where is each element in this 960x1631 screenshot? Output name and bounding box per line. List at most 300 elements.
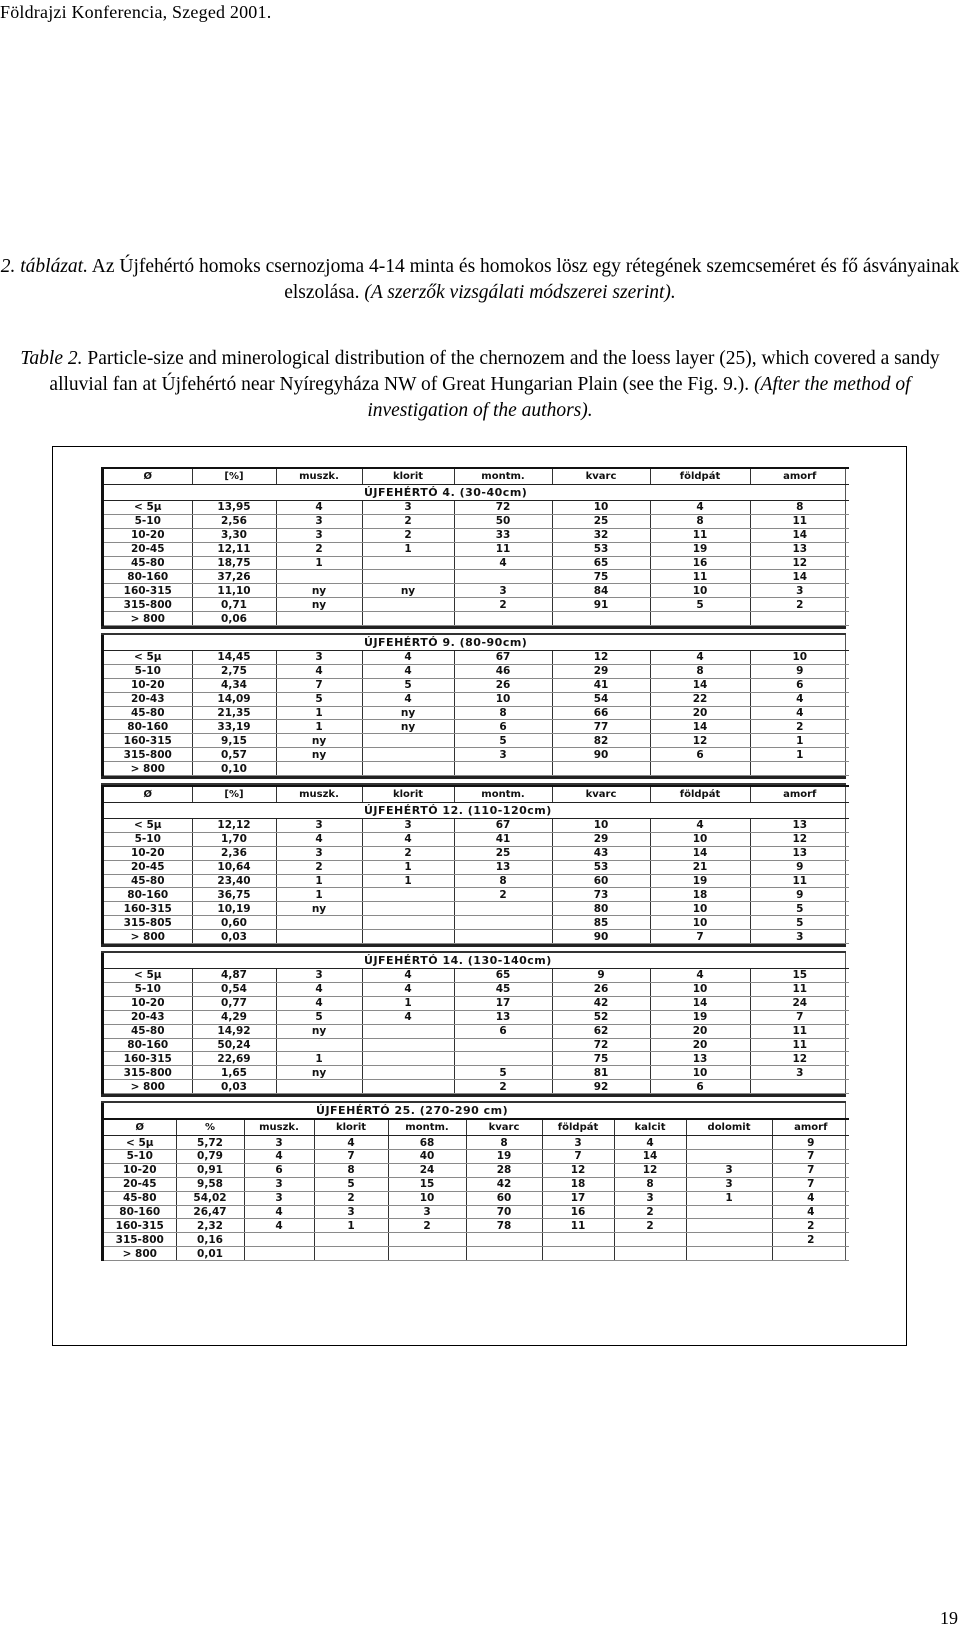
grain-size-cell: > 800: [104, 762, 192, 776]
grain-size-cell: 315-800: [104, 1233, 176, 1247]
value-cell: [362, 612, 454, 626]
value-cell: 4: [772, 1205, 849, 1219]
value-cell: 1: [362, 996, 454, 1010]
sample-title-row: [104, 803, 849, 819]
value-cell: 9: [750, 888, 849, 902]
table-row: [104, 528, 849, 542]
sample-title-row: [104, 635, 849, 651]
table-row: [104, 1149, 849, 1163]
table-row: [104, 1247, 849, 1261]
block-separator: [101, 1094, 846, 1103]
value-cell: 3: [686, 1163, 772, 1177]
value-cell: [362, 556, 454, 570]
value-cell: 6: [650, 748, 750, 762]
value-cell: 42: [552, 996, 650, 1010]
value-cell: 0,71: [192, 598, 276, 612]
column-header: klorit: [362, 786, 454, 803]
value-cell: 80: [552, 902, 650, 916]
value-cell: 4: [614, 1136, 686, 1150]
table-row: [104, 930, 849, 944]
value-cell: 4: [276, 664, 362, 678]
value-cell: 15: [388, 1177, 466, 1191]
value-cell: 2: [772, 1233, 849, 1247]
grain-size-cell: 315-800: [104, 598, 192, 612]
column-header: amorf: [750, 786, 849, 803]
value-cell: 14: [750, 528, 849, 542]
value-cell: 19: [650, 542, 750, 556]
title-spacer: [104, 635, 362, 651]
grain-size-cell: 20-43: [104, 692, 192, 706]
value-cell: 0,79: [176, 1149, 244, 1163]
value-cell: 91: [552, 598, 650, 612]
value-cell: ny: [362, 720, 454, 734]
column-header: kvarc: [552, 786, 650, 803]
grain-size-cell: < 5µ: [104, 819, 192, 833]
value-cell: 46: [454, 664, 552, 678]
value-cell: 8: [454, 706, 552, 720]
column-header: montm.: [454, 786, 552, 803]
value-cell: 4: [362, 692, 454, 706]
value-cell: 24: [750, 996, 849, 1010]
value-cell: 50: [454, 514, 552, 528]
value-cell: 3: [362, 819, 454, 833]
value-cell: 3: [276, 514, 362, 528]
sample-title: ÚJFEHÉRTÓ 25. (270-290 cm): [314, 1103, 849, 1119]
table-row: [104, 888, 849, 902]
value-cell: [362, 734, 454, 748]
value-cell: 14: [650, 996, 750, 1010]
grain-size-cell: 315-805: [104, 916, 192, 930]
value-cell: 8: [650, 664, 750, 678]
value-cell: 17: [454, 996, 552, 1010]
value-cell: 2: [772, 1219, 849, 1233]
grain-size-cell: > 800: [104, 1080, 192, 1094]
value-cell: 14,45: [192, 651, 276, 665]
value-cell: 2: [614, 1205, 686, 1219]
value-cell: 12,11: [192, 542, 276, 556]
value-cell: 29: [552, 664, 650, 678]
value-cell: 33,19: [192, 720, 276, 734]
value-cell: 3: [454, 748, 552, 762]
value-cell: 45: [454, 982, 552, 996]
value-cell: 5: [276, 692, 362, 706]
value-cell: 14: [650, 678, 750, 692]
value-cell: 9,15: [192, 734, 276, 748]
title-spacer: [104, 953, 362, 969]
value-cell: 11: [542, 1219, 614, 1233]
value-cell: [362, 916, 454, 930]
block-separator: [101, 944, 846, 953]
value-cell: 22: [650, 692, 750, 706]
value-cell: 4: [772, 1191, 849, 1205]
title-spacer: [104, 803, 362, 819]
value-cell: 53: [552, 860, 650, 874]
value-cell: 33: [454, 528, 552, 542]
value-cell: 2: [276, 860, 362, 874]
value-cell: 9,58: [176, 1177, 244, 1191]
value-cell: 36,75: [192, 888, 276, 902]
value-cell: 0,03: [192, 930, 276, 944]
sample-block: [101, 785, 846, 944]
value-cell: 52: [552, 1010, 650, 1024]
value-cell: 2,32: [176, 1219, 244, 1233]
value-cell: 4: [244, 1149, 314, 1163]
grain-size-cell: 45-80: [104, 874, 192, 888]
value-cell: 5: [362, 678, 454, 692]
value-cell: [276, 570, 362, 584]
value-cell: 4: [650, 819, 750, 833]
column-header: kvarc: [466, 1119, 542, 1136]
value-cell: 67: [454, 651, 552, 665]
grain-size-cell: 10-20: [104, 528, 192, 542]
value-cell: 0,91: [176, 1163, 244, 1177]
value-cell: [314, 1247, 388, 1261]
value-cell: 4: [362, 664, 454, 678]
value-cell: 81: [552, 1066, 650, 1080]
value-cell: 8: [454, 874, 552, 888]
scanned-table-frame: [52, 446, 907, 1346]
table-header-row: [104, 786, 849, 803]
value-cell: [454, 902, 552, 916]
value-cell: 9: [552, 969, 650, 983]
grain-size-cell: 160-315: [104, 1219, 176, 1233]
value-cell: 19: [650, 874, 750, 888]
grain-size-cell: 160-315: [104, 734, 192, 748]
value-cell: [362, 1052, 454, 1066]
value-cell: [686, 1136, 772, 1150]
value-cell: 50,24: [192, 1038, 276, 1052]
value-cell: 4: [314, 1136, 388, 1150]
grain-size-cell: 20-45: [104, 1177, 176, 1191]
column-header: muszk.: [276, 786, 362, 803]
table-row: [104, 1205, 849, 1219]
value-cell: 11: [750, 874, 849, 888]
sample-block: [101, 1103, 846, 1261]
value-cell: 43: [552, 846, 650, 860]
value-cell: [276, 612, 362, 626]
value-cell: 16: [650, 556, 750, 570]
value-cell: 3: [244, 1177, 314, 1191]
scanned-table: [101, 467, 846, 1261]
value-cell: 5: [650, 598, 750, 612]
column-header: kalcit: [614, 1119, 686, 1136]
value-cell: 10,64: [192, 860, 276, 874]
value-cell: 3: [750, 930, 849, 944]
value-cell: 32: [552, 528, 650, 542]
value-cell: 0,77: [192, 996, 276, 1010]
value-cell: 7: [542, 1149, 614, 1163]
value-cell: 3: [244, 1136, 314, 1150]
value-cell: [454, 612, 552, 626]
value-cell: 5: [750, 902, 849, 916]
table-row: [104, 1038, 849, 1052]
value-cell: 66: [552, 706, 650, 720]
value-cell: 1: [362, 542, 454, 556]
value-cell: 70: [466, 1205, 542, 1219]
table-row: [104, 556, 849, 570]
grain-size-cell: 20-43: [104, 1010, 192, 1024]
value-cell: ny: [276, 902, 362, 916]
value-cell: 12: [750, 556, 849, 570]
value-cell: 4: [244, 1205, 314, 1219]
value-cell: 67: [454, 819, 552, 833]
caption-hungarian: [0, 254, 960, 306]
value-cell: 10: [650, 1066, 750, 1080]
value-cell: 26,47: [176, 1205, 244, 1219]
title-spacer: [104, 485, 362, 501]
grain-size-cell: 20-45: [104, 860, 192, 874]
value-cell: 2: [454, 598, 552, 612]
column-header: földpát: [650, 786, 750, 803]
value-cell: 65: [454, 969, 552, 983]
value-cell: 10: [650, 832, 750, 846]
value-cell: 10: [388, 1191, 466, 1205]
value-cell: 14,09: [192, 692, 276, 706]
value-cell: [362, 930, 454, 944]
table-row: [104, 720, 849, 734]
grain-size-cell: 10-20: [104, 1163, 176, 1177]
value-cell: 3: [276, 819, 362, 833]
value-cell: [362, 1066, 454, 1080]
value-cell: 18: [542, 1177, 614, 1191]
value-cell: 90: [552, 748, 650, 762]
value-cell: 6: [454, 1024, 552, 1038]
value-cell: 8: [750, 501, 849, 515]
value-cell: 8: [614, 1177, 686, 1191]
table-row: [104, 1219, 849, 1233]
value-cell: 12: [614, 1163, 686, 1177]
value-cell: 12: [750, 1052, 849, 1066]
table-row: [104, 570, 849, 584]
column-header: kvarc: [552, 468, 650, 485]
value-cell: [362, 888, 454, 902]
running-head: Földrajzi Konferencia, Szeged 2001.: [0, 2, 272, 22]
value-cell: [686, 1205, 772, 1219]
column-header: muszk.: [276, 468, 362, 485]
value-cell: ny: [276, 1066, 362, 1080]
value-cell: 3: [244, 1191, 314, 1205]
value-cell: 3: [750, 584, 849, 598]
grain-size-cell: 10-20: [104, 846, 192, 860]
value-cell: 14: [650, 846, 750, 860]
value-cell: 4: [750, 692, 849, 706]
grain-size-cell: > 800: [104, 930, 192, 944]
value-cell: [454, 762, 552, 776]
table-row: [104, 996, 849, 1010]
value-cell: 22,69: [192, 1052, 276, 1066]
grain-size-cell: 80-160: [104, 888, 192, 902]
value-cell: 6: [650, 1080, 750, 1094]
value-cell: 65: [552, 556, 650, 570]
table-row: [104, 982, 849, 996]
value-cell: 0,06: [192, 612, 276, 626]
value-cell: 11: [750, 514, 849, 528]
value-cell: 92: [552, 1080, 650, 1094]
value-cell: 21,35: [192, 706, 276, 720]
value-cell: 75: [552, 570, 650, 584]
value-cell: 7: [314, 1149, 388, 1163]
value-cell: 2: [362, 514, 454, 528]
column-header: Ø: [104, 468, 192, 485]
value-cell: 4: [362, 832, 454, 846]
table-row: [104, 598, 849, 612]
grain-size-cell: 5-10: [104, 832, 192, 846]
block-separator: [101, 626, 846, 635]
table-row: [104, 1010, 849, 1024]
value-cell: 77: [552, 720, 650, 734]
value-cell: 1,70: [192, 832, 276, 846]
value-cell: [362, 762, 454, 776]
table-row: [104, 902, 849, 916]
value-cell: 3: [276, 528, 362, 542]
column-header: montm.: [454, 468, 552, 485]
grain-size-cell: 45-80: [104, 706, 192, 720]
value-cell: 10: [650, 584, 750, 598]
value-cell: [314, 1233, 388, 1247]
value-cell: 9: [750, 664, 849, 678]
value-cell: 75: [552, 1052, 650, 1066]
value-cell: 2: [388, 1219, 466, 1233]
table-row: [104, 1163, 849, 1177]
value-cell: 10: [650, 982, 750, 996]
value-cell: [552, 762, 650, 776]
column-header: [%]: [192, 468, 276, 485]
value-cell: 1: [750, 734, 849, 748]
grain-size-cell: 160-315: [104, 902, 192, 916]
value-cell: 84: [552, 584, 650, 598]
value-cell: [276, 1080, 362, 1094]
value-cell: [542, 1233, 614, 1247]
value-cell: 4: [362, 651, 454, 665]
value-cell: 12,12: [192, 819, 276, 833]
value-cell: 2,36: [192, 846, 276, 860]
value-cell: 1: [276, 888, 362, 902]
value-cell: 3: [276, 651, 362, 665]
table-row: [104, 762, 849, 776]
value-cell: 60: [466, 1191, 542, 1205]
value-cell: 10: [552, 819, 650, 833]
value-cell: 42: [466, 1177, 542, 1191]
value-cell: 0,60: [192, 916, 276, 930]
value-cell: 11: [750, 982, 849, 996]
value-cell: 1: [276, 706, 362, 720]
value-cell: [750, 612, 849, 626]
value-cell: 20: [650, 1024, 750, 1038]
value-cell: 18: [650, 888, 750, 902]
grain-size-cell: 315-800: [104, 748, 192, 762]
sample-title-row: [104, 485, 849, 501]
grain-size-cell: 315-800: [104, 1066, 192, 1080]
caption-en-italic: (After the method of investigation of the authors).: [367, 374, 911, 421]
value-cell: 12: [542, 1163, 614, 1177]
value-cell: [244, 1233, 314, 1247]
value-cell: 5: [276, 1010, 362, 1024]
table-row: [104, 612, 849, 626]
value-cell: [362, 748, 454, 762]
column-header: Ø: [104, 786, 192, 803]
sample-title-row: [104, 953, 849, 969]
value-cell: 14: [650, 720, 750, 734]
value-cell: [362, 902, 454, 916]
value-cell: 5,72: [176, 1136, 244, 1150]
value-cell: 3,30: [192, 528, 276, 542]
grain-size-cell: 80-160: [104, 1205, 176, 1219]
value-cell: ny: [276, 734, 362, 748]
value-cell: ny: [362, 584, 454, 598]
value-cell: [772, 1247, 849, 1261]
table-row: [104, 1191, 849, 1205]
value-cell: 25: [454, 846, 552, 860]
value-cell: 26: [552, 982, 650, 996]
caption-english: [0, 346, 960, 424]
value-cell: [542, 1247, 614, 1261]
value-cell: 8: [650, 514, 750, 528]
column-header: földpát: [650, 468, 750, 485]
value-cell: 20: [650, 1038, 750, 1052]
column-header: klorit: [314, 1119, 388, 1136]
value-cell: 17: [542, 1191, 614, 1205]
value-cell: 3: [686, 1177, 772, 1191]
value-cell: 19: [466, 1149, 542, 1163]
value-cell: 5: [314, 1177, 388, 1191]
value-cell: 4: [362, 1010, 454, 1024]
grain-size-cell: 20-45: [104, 542, 192, 556]
grain-size-cell: 5-10: [104, 1149, 176, 1163]
value-cell: [454, 1038, 552, 1052]
sample-block: [101, 635, 846, 776]
value-cell: 1,65: [192, 1066, 276, 1080]
value-cell: 4,87: [192, 969, 276, 983]
value-cell: 7: [650, 930, 750, 944]
value-cell: [614, 1233, 686, 1247]
value-cell: 2,56: [192, 514, 276, 528]
column-header: amorf: [750, 468, 849, 485]
value-cell: 21: [650, 860, 750, 874]
value-cell: [466, 1233, 542, 1247]
value-cell: 6: [454, 720, 552, 734]
value-cell: [650, 762, 750, 776]
value-cell: 4: [244, 1219, 314, 1233]
grain-size-cell: 45-80: [104, 1024, 192, 1038]
value-cell: 14,92: [192, 1024, 276, 1038]
value-cell: 3: [276, 969, 362, 983]
table-row: [104, 748, 849, 762]
value-cell: [614, 1247, 686, 1261]
value-cell: 1: [686, 1191, 772, 1205]
value-cell: 4: [650, 651, 750, 665]
caption-en-label: Table 2.: [20, 348, 83, 369]
value-cell: 11: [650, 570, 750, 584]
value-cell: 9: [772, 1136, 849, 1150]
table-row: [104, 846, 849, 860]
value-cell: 5: [454, 734, 552, 748]
table-row: [104, 651, 849, 665]
value-cell: 10: [650, 916, 750, 930]
value-cell: 0,10: [192, 762, 276, 776]
value-cell: ny: [276, 598, 362, 612]
value-cell: 0,01: [176, 1247, 244, 1261]
value-cell: 72: [552, 1038, 650, 1052]
table-row: [104, 874, 849, 888]
value-cell: 29: [552, 832, 650, 846]
value-cell: 20: [650, 706, 750, 720]
value-cell: [454, 1052, 552, 1066]
value-cell: 7: [772, 1163, 849, 1177]
grain-size-cell: 5-10: [104, 982, 192, 996]
value-cell: [750, 1080, 849, 1094]
value-cell: 2,75: [192, 664, 276, 678]
value-cell: 1: [276, 720, 362, 734]
